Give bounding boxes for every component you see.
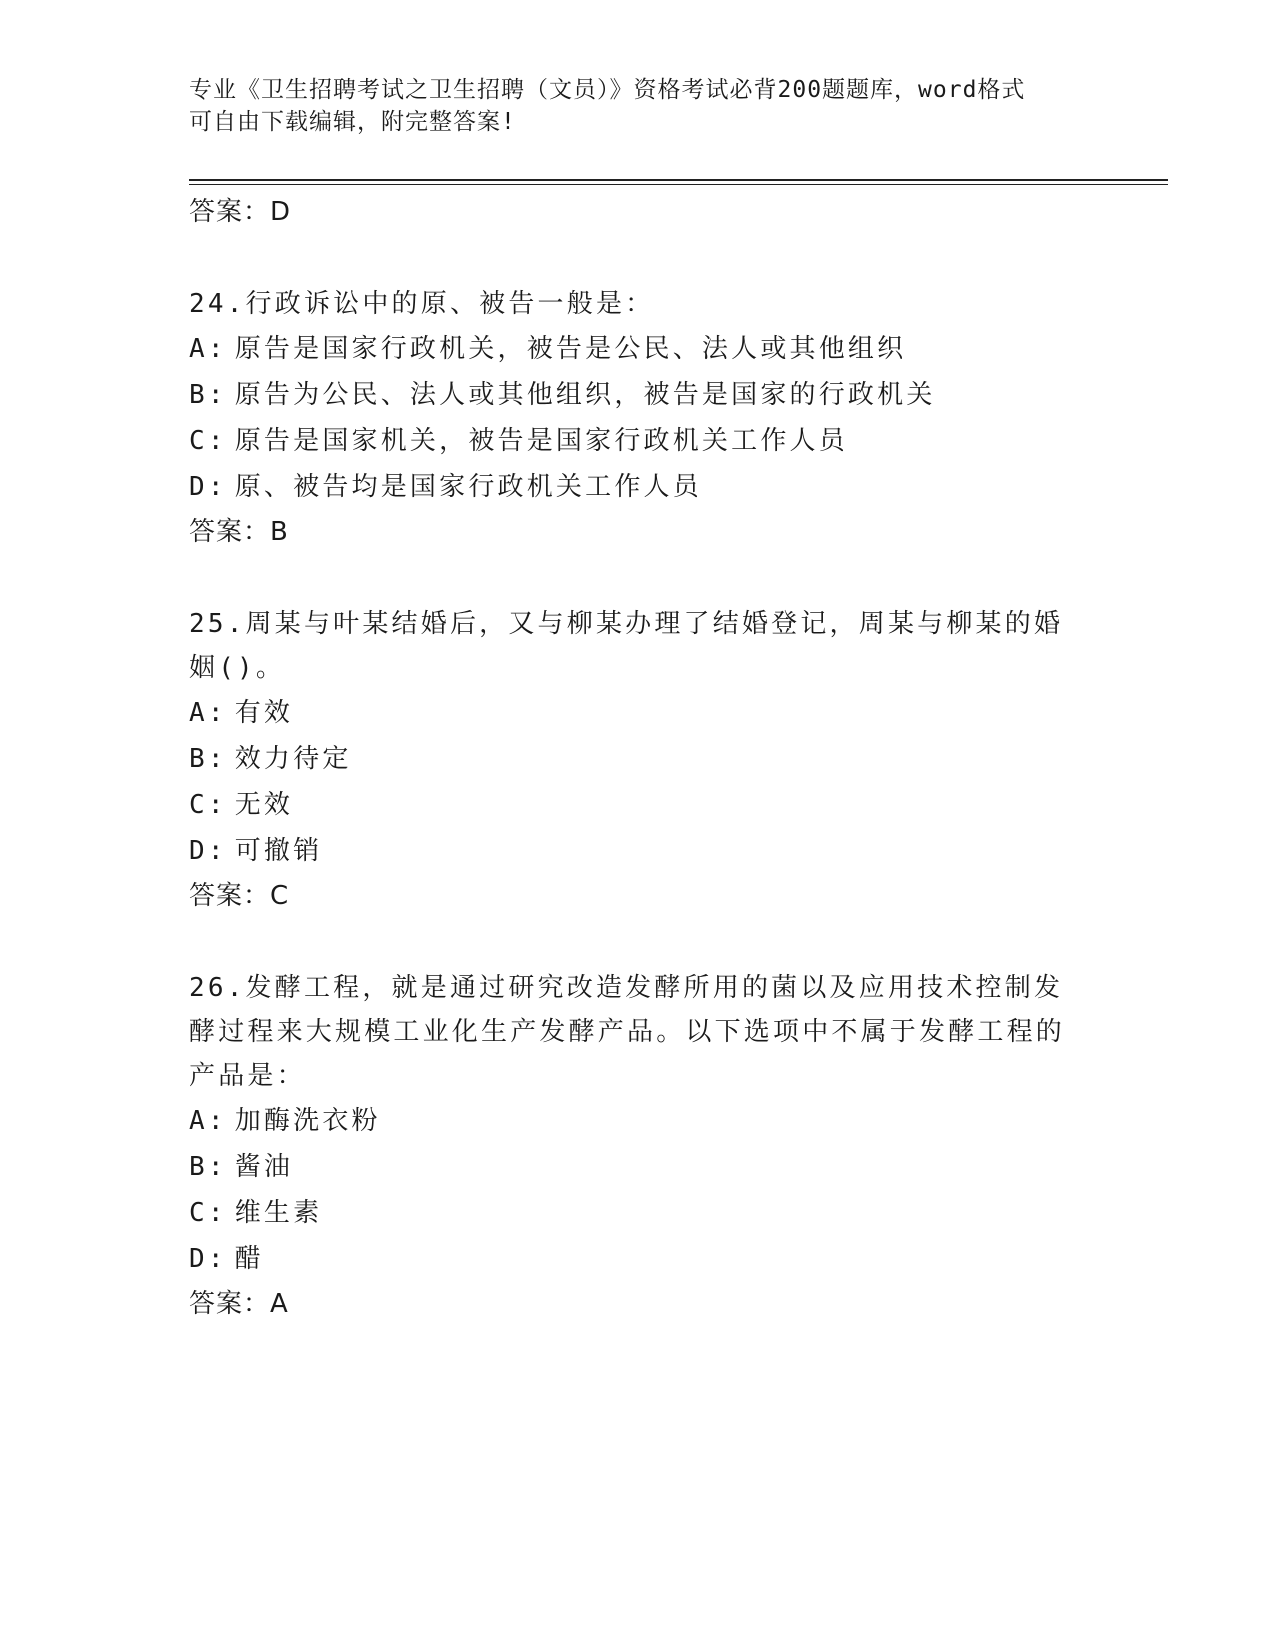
answer-line: 答案：A bbox=[189, 1289, 289, 1319]
question-text: 25.周某与叶某结婚后，又与柳某办理了结婚登记，周某与柳某的婚姻()。 bbox=[189, 609, 1064, 683]
option-b bbox=[189, 736, 1089, 782]
question-block-24 bbox=[189, 282, 1089, 554]
option-text: 加酶洗衣粉 bbox=[234, 1106, 381, 1136]
option-c bbox=[189, 1190, 1089, 1236]
option-a bbox=[189, 690, 1089, 736]
option-d bbox=[189, 828, 1089, 874]
option-a bbox=[189, 326, 1089, 372]
header-divider-thick bbox=[189, 179, 1168, 181]
question-block-25 bbox=[189, 602, 1089, 918]
option-key: C: bbox=[189, 426, 227, 456]
option-key: A: bbox=[189, 1106, 227, 1136]
option-text: 原、被告均是国家行政机关工作人员 bbox=[234, 472, 702, 502]
option-b bbox=[189, 1144, 1089, 1190]
option-key: B: bbox=[189, 744, 227, 774]
option-key: C: bbox=[189, 790, 227, 820]
option-a bbox=[189, 1098, 1089, 1144]
option-key: A: bbox=[189, 698, 227, 728]
option-b bbox=[189, 372, 1089, 418]
question-text: 26.发酵工程，就是通过研究改造发酵所用的菌以及应用技术控制发酵过程来大规模工业化生产发酵产品。以下选项中不属于发酵工程的产品是： bbox=[189, 973, 1066, 1091]
option-text: 原告是国家行政机关，被告是公民、法人或其他组织 bbox=[234, 334, 907, 364]
question-text: 24.行政诉讼中的原、被告一般是： bbox=[189, 289, 655, 319]
header-line-2: 可自由下载编辑，附完整答案! bbox=[189, 109, 516, 135]
option-text: 效力待定 bbox=[234, 744, 352, 774]
header-divider-thin bbox=[189, 184, 1168, 185]
option-d bbox=[189, 1236, 1089, 1282]
answer-line: 答案：B bbox=[189, 517, 289, 547]
option-key: D: bbox=[189, 1244, 227, 1274]
option-text: 原告是国家机关，被告是国家行政机关工作人员 bbox=[234, 426, 848, 456]
option-c bbox=[189, 418, 1089, 464]
option-text: 有效 bbox=[234, 698, 294, 728]
option-key: C: bbox=[189, 1198, 227, 1228]
option-key: B: bbox=[189, 380, 227, 410]
answer-line: 答案：C bbox=[189, 881, 290, 911]
answer-line: 答案：D bbox=[189, 197, 292, 227]
header-line-1: 专业《卫生招聘考试之卫生招聘（文员）》资格考试必背200题题库，word格式 bbox=[189, 77, 1026, 103]
option-text: 原告为公民、法人或其他组织，被告是国家的行政机关 bbox=[234, 380, 936, 410]
option-key: D: bbox=[189, 472, 227, 502]
question-list bbox=[189, 190, 1089, 1326]
option-text: 酱油 bbox=[234, 1152, 294, 1182]
option-text: 可撤销 bbox=[234, 836, 323, 866]
option-text: 醋 bbox=[234, 1244, 264, 1274]
question-block-26 bbox=[189, 966, 1089, 1326]
document-header bbox=[189, 74, 1089, 138]
option-c bbox=[189, 782, 1089, 828]
option-text: 无效 bbox=[234, 790, 294, 820]
option-key: A: bbox=[189, 334, 227, 364]
option-key: D: bbox=[189, 836, 227, 866]
option-d bbox=[189, 464, 1089, 510]
option-key: B: bbox=[189, 1152, 227, 1182]
option-text: 维生素 bbox=[234, 1198, 323, 1228]
